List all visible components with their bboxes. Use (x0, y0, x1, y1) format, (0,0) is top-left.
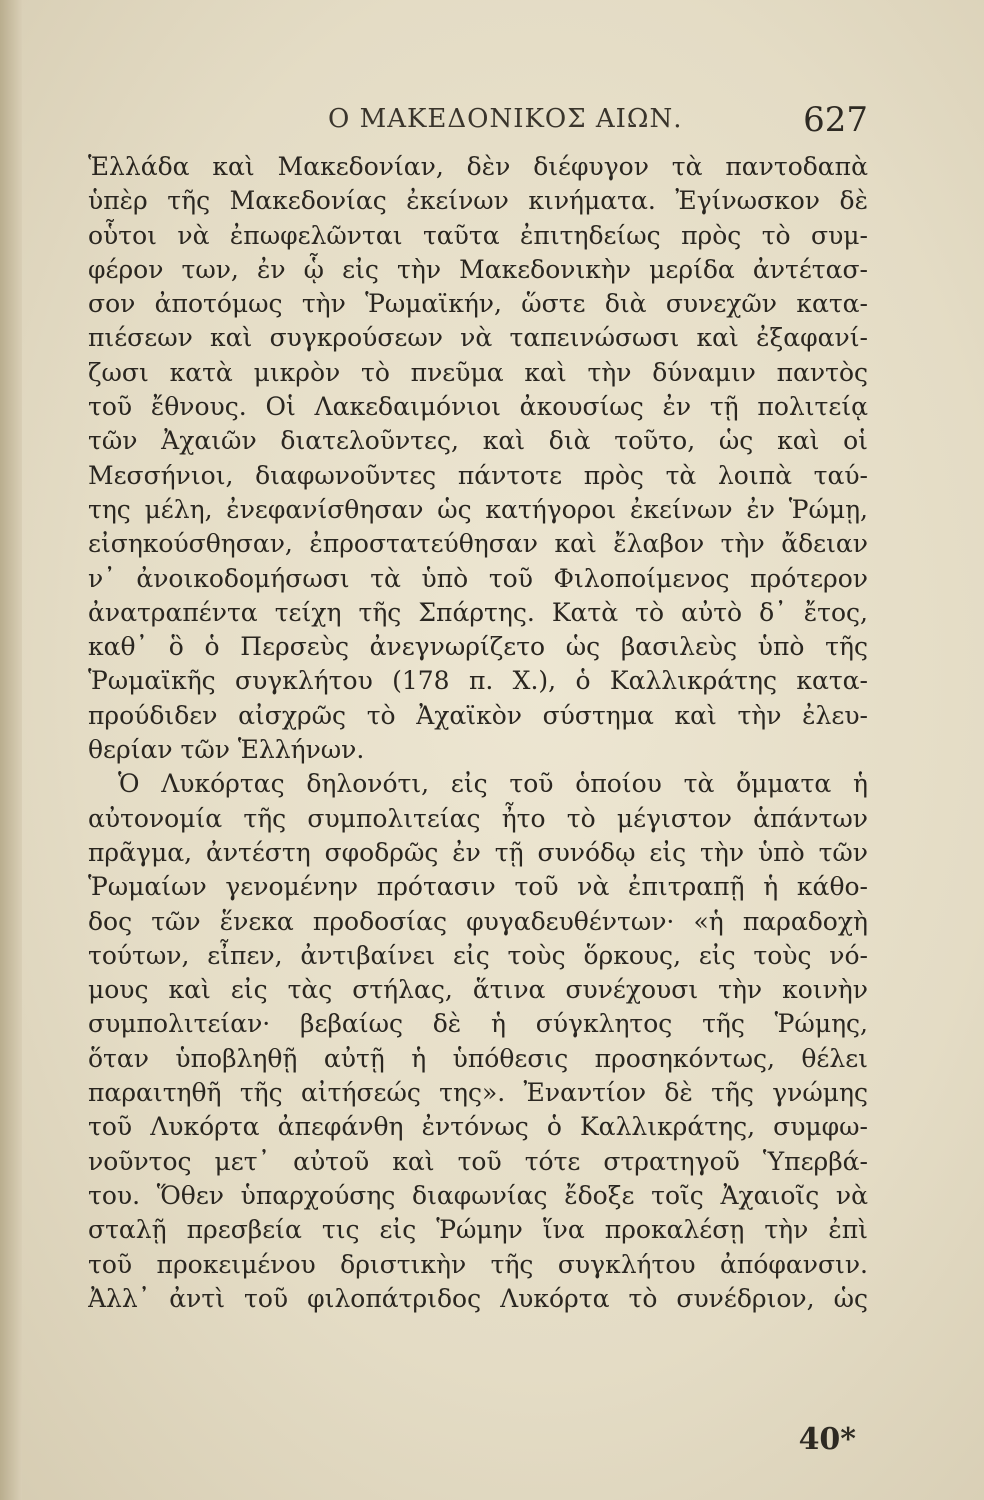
text-line: καθ᾽ ὃ ὁ Περσεὺς ἀνεγνωρίζετο ὡς βασιλεὺς ὑπὸ τῆς (88, 632, 868, 662)
text-line: Μεσσήνιοι, διαφωνοῦντες πάντοτε πρὸς τὰ λοιπὰ ταύ- (88, 460, 868, 490)
text-line: Ῥωμαϊκῆς συγκλήτου (178 π. Χ.), ὁ Καλλικράτης κατα- (88, 666, 868, 696)
text-line: παραιτηθῆ τῆς αἰτήσεώς της». Ἐναντίον δὲ τῆς γνώμης (88, 1078, 868, 1108)
text-line: ὑπὲρ τῆς Μακεδονίας ἐκείνων κινήματα. Ἐγίνωσκον δὲ (88, 186, 868, 216)
text-line: οὗτοι νὰ ἐπωφελῶνται ταῦτα ἐπιτηδείως πρὸς τὸ συμ- (88, 220, 868, 250)
text-line: τοῦ Λυκόρτα ἀπεφάνθη ἐντόνως ὁ Καλλικράτης, συμφω- (88, 1112, 868, 1142)
text-line: ν᾽ ἀνοικοδομήσωσι τὰ ὑπὸ τοῦ Φιλοποίμενος πρότερον (88, 563, 868, 593)
text-line: σον ἀποτόμως τὴν Ῥωμαϊκήν, ὥστε διὰ συνεχῶν κατα- (88, 289, 868, 319)
text-line: σταλῇ πρεσβεία τις εἰς Ῥώμην ἵνα προκαλέσῃ τὴν ἐπὶ (88, 1215, 868, 1245)
running-title: Ο ΜΑΚΕΔΟΝΙΚΟΣ ΑΙΩΝ. (328, 104, 683, 134)
text-line: ζωσι κατὰ μικρὸν τὸ πνεῦμα καὶ τὴν δύναμιν παντὸς (88, 357, 868, 387)
text-line: συμπολιτείαν· βεβαίως δὲ ἡ σύγκλητος τῆς Ῥώμης, (88, 1009, 868, 1039)
text-line: της μέλη, ἐνεφανίσθησαν ὡς κατήγοροι ἐκείνων ἐν Ῥώμῃ, (88, 494, 868, 524)
page-number: 627 (803, 100, 868, 140)
text-line: Ἑλλάδα καὶ Μακεδονίαν, δὲν διέφυγον τὰ παντοδαπὰ (88, 152, 868, 181)
text-line: ὅταν ὑποβληθῇ αὐτῇ ἡ ὑπόθεσις προσηκόντως, θέλει (88, 1043, 868, 1073)
signature-mark: 40* (798, 1422, 856, 1457)
text-line: προύδιδεν αἰσχρῶς τὸ Ἀχαϊκὸν σύστημα καὶ τὴν ἐλευ- (88, 700, 868, 730)
text-line: νοῦντος μετ᾽ αὐτοῦ καὶ τοῦ τότε στρατηγοῦ Ὑπερβά- (88, 1146, 868, 1176)
text-line: τῶν Ἀχαιῶν διατελοῦντες, καὶ διὰ τοῦτο, ὡς καὶ οἱ (88, 426, 868, 456)
text-line: Ὁ Λυκόρτας δηλονότι, εἰς τοῦ ὁποίου τὰ ὄμματα ἡ (118, 769, 868, 799)
text-line: πρᾶγμα, ἀντέστη σφοδρῶς ἐν τῇ συνόδῳ εἰς τὴν ὑπὸ τῶν (88, 837, 868, 867)
text-line: Ἀλλ᾽ ἀντὶ τοῦ φιλοπάτριδος Λυκόρτα τὸ συνέδριον, ὡς (88, 1283, 868, 1313)
body-text (88, 150, 868, 1316)
text-line: ἀνατραπέντα τείχη τῆς Σπάρτης. Κατὰ τὸ αὐτὸ δ᾽ ἔτος, (88, 597, 868, 627)
text-line: πιέσεων καὶ συγκρούσεων νὰ ταπεινώσωσι καὶ ἐξαφανί- (88, 323, 868, 353)
page-binding-edge (0, 0, 22, 1500)
text-line: τοῦ ἔθνους. Οἱ Λακεδαιμόνιοι ἀκουσίως ἐν τῇ πολιτείᾳ (88, 392, 868, 422)
text-line: τούτων, εἶπεν, ἀντιβαίνει εἰς τοὺς ὅρκους, εἰς τοὺς νό- (88, 940, 868, 970)
text-line: αὐτονομία τῆς συμπολιτείας ἦτο τὸ μέγιστον ἁπάντων (88, 803, 868, 833)
page-header (88, 100, 868, 140)
text-line: του. Ὅθεν ὑπαρχούσης διαφωνίας ἔδοξε τοῖς Ἀχαιοῖς νὰ (88, 1180, 868, 1210)
text-line: τοῦ προκειμένου δριστικὴν τῆς συγκλήτου ἀπόφανσιν. (88, 1249, 868, 1279)
text-line: μους καὶ εἰς τὰς στήλας, ἅτινα συνέχουσι τὴν κοινὴν (88, 975, 868, 1005)
text-line: εἰσηκούσθησαν, ἐπροστατεύθησαν καὶ ἔλαβον τὴν ἄδειαν (88, 529, 868, 559)
text-line: θερίαν τῶν Ἑλλήνων. (88, 735, 365, 765)
text-line: φέρον των, ἐν ᾧ εἰς τὴν Μακεδονικὴν μερίδα ἀντέτασ- (88, 254, 868, 284)
text-line: Ῥωμαίων γενομένην πρότασιν τοῦ νὰ ἐπιτραπῇ ἡ κάθο- (88, 872, 868, 902)
text-line: δος τῶν ἕνεκα προδοσίας φυγαδευθέντων· «ἡ παραδοχὴ (88, 906, 868, 936)
